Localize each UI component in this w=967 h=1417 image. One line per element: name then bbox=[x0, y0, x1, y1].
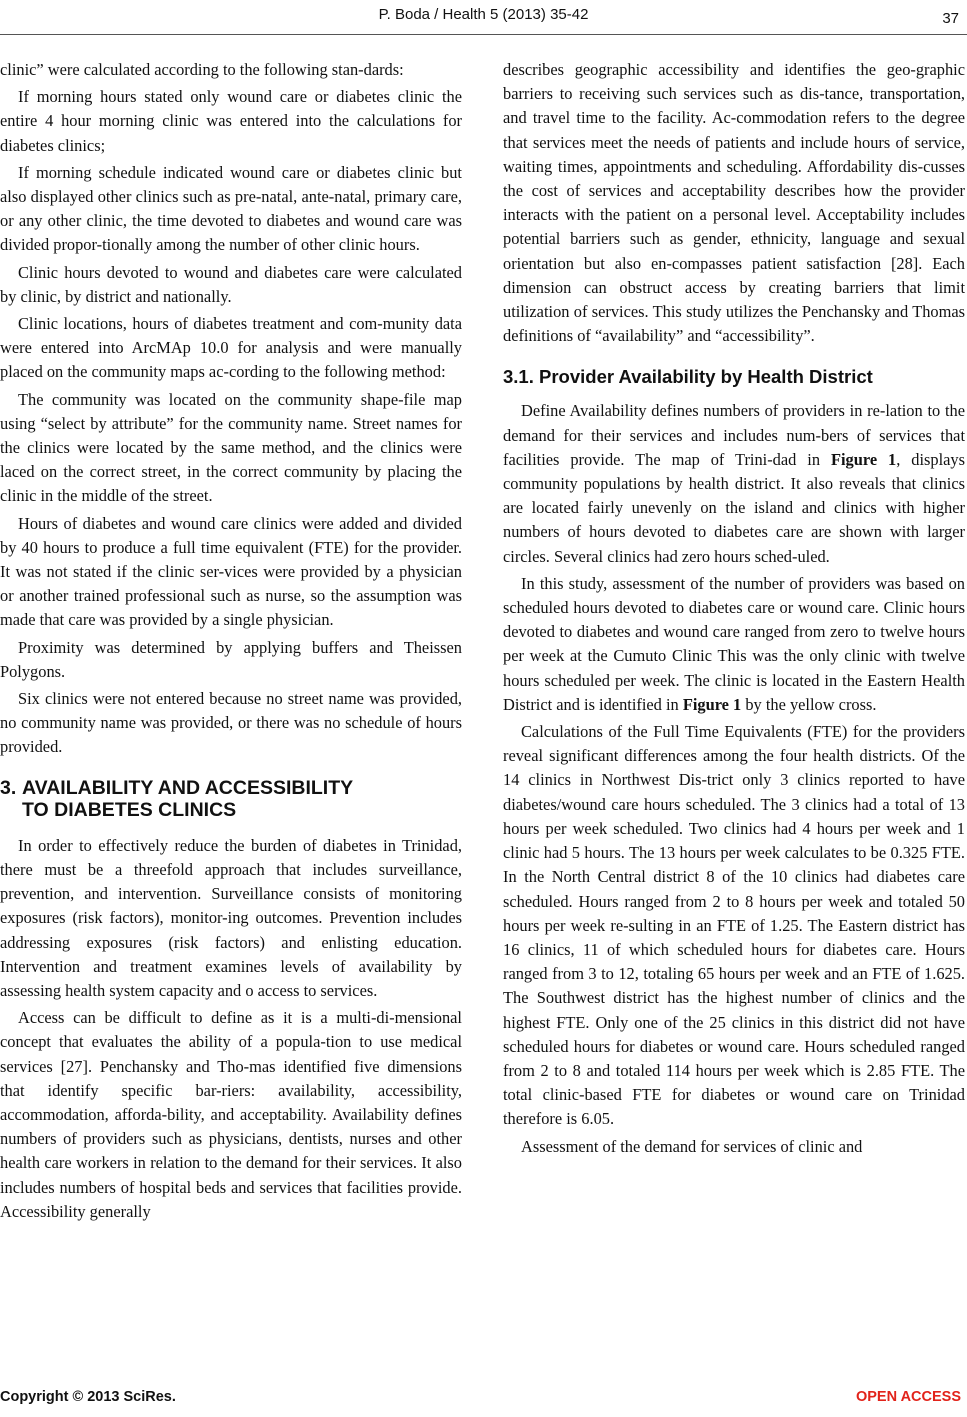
paragraph: If morning hours stated only wound care or diabetes clinic the entire 4 hour morning clinic was entered into the calculations for diabetes clinics; bbox=[0, 87, 462, 155]
right-column bbox=[503, 58, 965, 1162]
section-heading bbox=[0, 777, 462, 821]
section-title-line-2: TO DIABETES CLINICS bbox=[22, 798, 237, 821]
paragraph: Proximity was determined by applying buffers and Theissen Polygons. bbox=[0, 637, 462, 681]
figure-reference: Figure 1 bbox=[682, 694, 742, 714]
text-run: Define Availability defines numbers of providers in re-lation to the demand for their services and includes num-bers of services that facilities provide. The map of Trini-dad in bbox=[503, 401, 965, 469]
page-number: 37 bbox=[942, 10, 959, 27]
paragraph: Clinic locations, hours of diabetes treatment and com-munity data were entered into ArcMAp 10.0 for analysis and were manually placed on the community maps ac-cording to the following method: bbox=[0, 314, 462, 382]
paragraph: Access can be difficult to define as it is a multi-di-mensional concept that evaluates the ability of a popula-tion to use medical services [27]. Penchansky and Tho-mas identified five dimensions that identify specific bar-riers: availability, accessibility, accommodation, afforda-bility, and acceptability. Availability defines numbers of providers such as physicians, dentists, nurses and other health care workers in relation to the demand for their services. It also includes numbers of hospital beds and services that facilities provide. Accessibility generally bbox=[0, 1008, 462, 1221]
figure-reference: Figure 1 bbox=[830, 449, 897, 469]
paragraph: Hours of diabetes and wound care clinics were added and divided by 40 hours to produce a full time equivalent (FTE) for the provider. It was not stated if the clinic ser-vices were provided by a physician or another trained professional such as nurse, so the assumption was made that care was provided by a single physician. bbox=[0, 513, 462, 630]
text-run: In this study, assessment of the number of providers was based on scheduled hours devoted to diabetes care or wound care. Clinic hours devoted to diabetes and wound care ranged from zero to twelve hours per week at the Cumuto Clinic This was the only clinic with twelve hours scheduled per week. The clinic is located in the Eastern Health District and is identified in bbox=[503, 573, 965, 714]
left-column bbox=[0, 58, 462, 1227]
header-divider bbox=[0, 34, 967, 35]
paragraph: If morning schedule indicated wound care or diabetes clinic but also displayed other clinics such as pre-natal, ante-natal, primary care, or any other clinic, the time devoted to diabetes and wound care was divided propor-tionally among the number of other clinic hours. bbox=[0, 162, 462, 255]
open-access-label: OPEN ACCESS bbox=[855, 1389, 961, 1405]
paragraph: Assessment of the demand for services of clinic and bbox=[521, 1136, 863, 1156]
paragraph: The community was located on the community shape-file map using “select by attribute” for the community name. Street names for the clinics were located by the same method, and the clinics were laced on the correct street, in the correct community by placing the clinic in the middle of the street. bbox=[0, 389, 462, 506]
paragraph: Clinic hours devoted to wound and diabetes care were calculated by clinic, by district and nationally. bbox=[0, 262, 462, 306]
paragraph: Six clinics were not entered because no street name was provided, no community name was provided, or there was no schedule of hours provided. bbox=[0, 689, 462, 757]
page-header bbox=[0, 4, 967, 34]
section-number: 3. bbox=[0, 776, 17, 799]
page-footer bbox=[0, 1389, 967, 1409]
paragraph: clinic” were calculated according to the following stan-dards: bbox=[0, 60, 404, 79]
text-run: by the yellow cross. bbox=[741, 694, 877, 714]
section-title-line-1: AVAILABILITY AND ACCESSIBILITY bbox=[22, 776, 354, 799]
copyright-notice: Copyright © 2013 SciRes. bbox=[0, 1389, 176, 1405]
paragraph: describes geographic accessibility and identifies the geo-graphic barriers to receiving such services such as dis-tance, transportation, and travel time to the facility. Ac-commodation refers to the degree that services meet the needs of patients and include hours of service, waiting times, appointments and scheduling. Affordability dis-cusses the cost of services and acceptability describes how the provider interacts with the patient on a personal level. Acceptability includes potential barriers such as gender, ethnicity, language and sexual orientation but also en-compasses patient satisfaction [28]. Each dimension can obstruct access by creating barriers that limit utilization of services. This study utilizes the Penchansky and Thomas definitions of “availability” and “accessibility”. bbox=[503, 60, 965, 346]
paragraph: Calculations of the Full Time Equivalents (FTE) for the providers reveal significant differences among the four health districts. Of the 14 clinics in Northwest Dis-trict only 3 clinics reported to have diabetes/wound care hours scheduled. The 3 clinics had a total of 13 hours per week scheduled. Two clinics had 4 hours per week and 1 clinic had 5 hours. The 13 hours per week calculates to be 0.325 FTE. In the North Central district 8 of the 10 clinics had diabetes care scheduled. Hours ranged from 2 to 8 hours per week and totaled 50 hours per week re-sulting in an FTE of 1.25. The Eastern district has 16 clinics, 11 of which scheduled hours for diabetes care. Hours ranged from 3 to 12, totaling 65 hours per week and an FTE of 1.625. The Southwest district has the highest number of clinics and the highest FTE. Only one of the 25 clinics in this district did not have scheduled hours for diabetes or wound care. Hours scheduled ranged from 2 to 8 and totaled 114 hours per week which is 2.85 FTE. The total clinic-based FTE for diabetes or wound care on Trinidad therefore is 6.05. bbox=[503, 722, 965, 1129]
paragraph bbox=[503, 399, 965, 568]
paragraph bbox=[503, 572, 965, 717]
text-run: , displays community populations by health district. It also reveals that clinics are located fairly unevenly on the island and clinics with higher numbers of hours devoted to diabetes care are shown with larger circles. Several clinics had zero hours sched-uled. bbox=[503, 449, 965, 566]
subsection-heading: 3.1. Provider Availability by Health District bbox=[503, 366, 873, 388]
running-title: P. Boda / Health 5 (2013) 35-42 bbox=[378, 6, 589, 23]
paragraph: In order to effectively reduce the burden of diabetes in Trinidad, there must be a threefold approach that includes surveillance, prevention, and intervention. Surveillance consists of monitoring exposures (risk factors), monitor-ing outcomes. Prevention includes addressing exposures (risk factors) and enlisting education. Intervention and treatment examines levels of availability by assessing health system capacity and o access to services. bbox=[0, 835, 462, 1000]
